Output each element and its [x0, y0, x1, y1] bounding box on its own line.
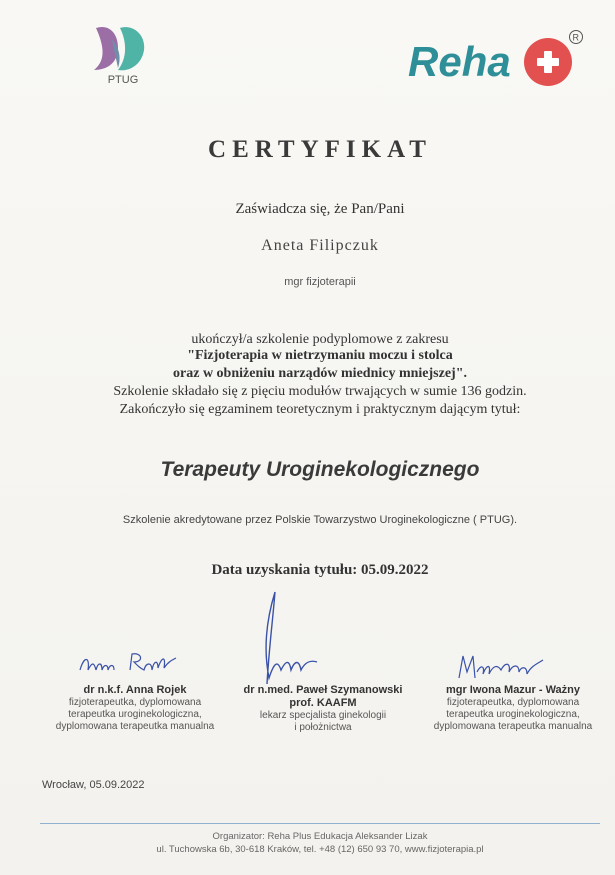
signature-iwona-mazur-icon — [455, 652, 545, 684]
awarded-title: Terapeuty Uroginekologicznego — [160, 458, 480, 481]
signatory-detail: prof. KAAFM — [289, 697, 357, 709]
intro-text: Zaświadcza się, że Pan/Pani — [235, 201, 405, 217]
reha-logo-text: Reha — [408, 38, 511, 85]
signatory-1 — [40, 684, 230, 733]
signatory-detail: dyplomowana terapeutka manualna — [55, 721, 215, 732]
registered-mark-text: R — [572, 32, 579, 43]
signatory-detail: terapeutka uroginekologiczna, — [446, 709, 580, 720]
signatory-name: dr n.k.f. Anna Rojek — [83, 684, 187, 696]
signatory-detail: lekarz specjalista ginekologii — [259, 710, 387, 721]
organizer-text: Organizator: Reha Plus Edukacja Aleksander Lizak — [212, 831, 428, 842]
exam-text: Zakończyło się egzaminem teoretycznym i praktycznym dającym tytuł: — [119, 402, 521, 417]
signatory-name: dr n.med. Paweł Szymanowski — [243, 684, 403, 696]
signature-pawel-szymanowski-icon — [255, 588, 325, 688]
signatory-detail: terapeutka uroginekologiczna, — [68, 709, 202, 720]
signatory-detail: i położnictwa — [294, 722, 352, 733]
signatory-name: mgr Iwona Mazur - Ważny — [445, 684, 581, 696]
award-date: Data uzyskania tytułu: 05.09.2022 — [211, 562, 429, 578]
ptug-logo-text: PTUG — [107, 74, 139, 86]
modules-text: Szkolenie składało się z pięciu modułów trwających w sumie 136 godzin. — [113, 384, 527, 399]
recipient-name: Aneta Filipczuk — [261, 237, 379, 254]
certificate-title: CERTYFIKAT — [208, 136, 432, 163]
accreditation-text: Szkolenie akredytowane przez Polskie Towarzystwo Uroginekologiczne ( PTUG). — [122, 514, 518, 526]
organizer-address: ul. Tuchowska 6b, 30-618 Kraków, tel. +48 (12) 650 93 70, www.fizjoterapia.pl — [156, 844, 484, 855]
course-title-line2: oraz w obniżeniu narządów miednicy mniejszej". — [173, 366, 467, 381]
reha-plus-logo-icon — [406, 28, 584, 88]
signatory-detail: fizjoterapeutka, dyplomowana — [68, 697, 202, 708]
footer-divider — [40, 823, 600, 824]
completed-text: ukończył/a szkolenie podyplomowe z zakresu — [191, 332, 449, 347]
place-and-date: Wrocław, 05.09.2022 — [42, 779, 145, 791]
signatory-detail: dyplomowana terapeutka manualna — [433, 721, 593, 732]
signatory-detail: fizjoterapeutka, dyplomowana — [446, 697, 580, 708]
signatory-2 — [228, 684, 418, 734]
signatory-3 — [418, 684, 608, 733]
recipient-degree: mgr fizjoterapii — [284, 276, 356, 288]
signature-anna-rojek-icon — [78, 648, 178, 678]
course-title-line1: "Fizjoterapia w nietrzymaniu moczu i stolca — [187, 348, 453, 363]
